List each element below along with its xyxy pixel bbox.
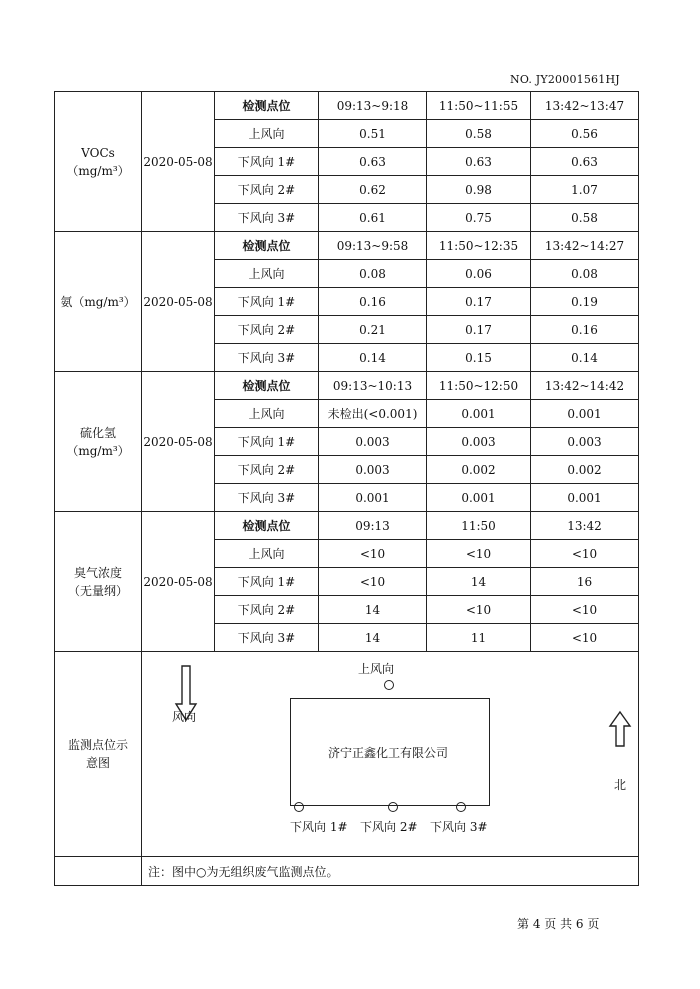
value-cell: 0.16 <box>531 316 639 344</box>
time-range-cell: 09:13 <box>319 512 427 540</box>
table-body <box>55 92 639 652</box>
value-cell: 0.17 <box>427 316 531 344</box>
value-cell: 0.14 <box>319 344 427 372</box>
table-row <box>55 232 639 260</box>
company-name: 济宁正鑫化工有限公司 <box>328 746 449 760</box>
value-cell: <10 <box>531 540 639 568</box>
value-cell: 0.002 <box>531 456 639 484</box>
value-cell: 0.56 <box>531 120 639 148</box>
value-cell: <10 <box>319 540 427 568</box>
upwind-label: 上风向 <box>358 662 395 676</box>
parameter-cell <box>55 232 142 372</box>
value-cell: 14 <box>319 596 427 624</box>
value-cell: 0.63 <box>319 148 427 176</box>
parameter-name: 氨（mg/m³） <box>60 294 136 309</box>
point-cell: 上风向 <box>215 540 319 568</box>
downwind-1-label: 下风向 1# <box>290 820 348 834</box>
value-cell: <10 <box>531 596 639 624</box>
north-label: 北 <box>614 778 627 792</box>
value-cell: 0.001 <box>531 484 639 512</box>
point-cell: 下风向 2# <box>215 176 319 204</box>
upwind-point-icon <box>384 680 394 690</box>
point-cell: 下风向 3# <box>215 344 319 372</box>
map-label: 监测点位示意图 <box>68 738 129 770</box>
time-range-cell: 11:50 <box>427 512 531 540</box>
value-cell: 14 <box>319 624 427 652</box>
value-cell: 0.98 <box>427 176 531 204</box>
value-cell: 0.58 <box>531 204 639 232</box>
parameter-cell <box>55 512 142 652</box>
value-cell: 1.07 <box>531 176 639 204</box>
value-cell: 0.75 <box>427 204 531 232</box>
site-map <box>142 652 638 856</box>
value-cell: 0.08 <box>531 260 639 288</box>
point-cell: 检测点位 <box>215 372 319 400</box>
point-cell: 上风向 <box>215 120 319 148</box>
parameter-cell <box>55 92 142 232</box>
point-cell: 下风向 1# <box>215 428 319 456</box>
point-cell: 检测点位 <box>215 92 319 120</box>
value-cell: 0.62 <box>319 176 427 204</box>
value-cell: 0.58 <box>427 120 531 148</box>
point-cell: 下风向 2# <box>215 596 319 624</box>
table-row <box>55 512 639 540</box>
time-range-cell: 13:42 <box>531 512 639 540</box>
date-cell: 2020-05-08 <box>142 372 215 512</box>
value-cell: 14 <box>427 568 531 596</box>
parameter-unit: （无量纲） <box>67 583 128 598</box>
value-cell: 0.14 <box>531 344 639 372</box>
value-cell: 0.63 <box>427 148 531 176</box>
time-range-cell: 11:50~11:55 <box>427 92 531 120</box>
time-range-cell: 09:13~10:13 <box>319 372 427 400</box>
date-cell: 2020-05-08 <box>142 92 215 232</box>
value-cell: 16 <box>531 568 639 596</box>
value-cell: 0.06 <box>427 260 531 288</box>
table-row <box>55 372 639 400</box>
value-cell: 0.16 <box>319 288 427 316</box>
value-cell: 0.08 <box>319 260 427 288</box>
value-cell: 0.17 <box>427 288 531 316</box>
date-cell: 2020-05-08 <box>142 512 215 652</box>
point-cell: 检测点位 <box>215 512 319 540</box>
point-cell: 下风向 1# <box>215 148 319 176</box>
wind-direction-label: 风向 <box>172 710 197 724</box>
downwind-3-label: 下风向 3# <box>430 820 488 834</box>
value-cell: 0.001 <box>427 400 531 428</box>
north-arrow-icon <box>608 710 632 750</box>
parameter-name: 硫化氢 <box>79 425 116 440</box>
value-cell: 11 <box>427 624 531 652</box>
value-cell: 0.63 <box>531 148 639 176</box>
value-cell: 0.19 <box>531 288 639 316</box>
value-cell: 0.61 <box>319 204 427 232</box>
value-cell: 0.51 <box>319 120 427 148</box>
parameter-unit: （mg/m³） <box>66 443 130 458</box>
downwind-point-3-icon <box>456 802 466 812</box>
time-range-cell: 11:50~12:50 <box>427 372 531 400</box>
time-range-cell: 13:42~13:47 <box>531 92 639 120</box>
value-cell: 0.21 <box>319 316 427 344</box>
map-label-cell <box>55 652 142 857</box>
value-cell: 0.002 <box>427 456 531 484</box>
value-cell: 未检出(<0.001) <box>319 400 427 428</box>
monitoring-results-table <box>54 91 639 886</box>
point-cell: 下风向 3# <box>215 624 319 652</box>
point-cell: 下风向 1# <box>215 568 319 596</box>
parameter-cell <box>55 372 142 512</box>
value-cell: 0.003 <box>319 428 427 456</box>
time-range-cell: 11:50~12:35 <box>427 232 531 260</box>
value-cell: 0.003 <box>319 456 427 484</box>
point-cell: 下风向 1# <box>215 288 319 316</box>
value-cell: 0.003 <box>427 428 531 456</box>
time-range-cell: 13:42~14:42 <box>531 372 639 400</box>
parameter-name: VOCs <box>81 145 115 160</box>
table-row <box>55 92 639 120</box>
note-blank-cell <box>55 857 142 886</box>
value-cell: 0.003 <box>531 428 639 456</box>
point-cell: 检测点位 <box>215 232 319 260</box>
point-cell: 上风向 <box>215 400 319 428</box>
map-cell <box>142 652 639 857</box>
value-cell: 0.15 <box>427 344 531 372</box>
value-cell: 0.001 <box>531 400 639 428</box>
note: 注：图中○为无组织废气监测点位。 <box>142 857 639 886</box>
value-cell: <10 <box>427 596 531 624</box>
date-cell: 2020-05-08 <box>142 232 215 372</box>
point-cell: 下风向 3# <box>215 204 319 232</box>
downwind-point-2-icon <box>388 802 398 812</box>
time-range-cell: 13:42~14:27 <box>531 232 639 260</box>
value-cell: 0.001 <box>319 484 427 512</box>
page-footer: 第 4 页 共 6 页 <box>517 917 600 931</box>
value-cell: <10 <box>319 568 427 596</box>
point-cell: 下风向 3# <box>215 484 319 512</box>
downwind-2-label: 下风向 2# <box>360 820 418 834</box>
point-cell: 下风向 2# <box>215 456 319 484</box>
point-cell: 下风向 2# <box>215 316 319 344</box>
point-cell: 上风向 <box>215 260 319 288</box>
time-range-cell: 09:13~9:18 <box>319 92 427 120</box>
document-number: NO. JY20001561HJ <box>510 73 620 86</box>
value-cell: 0.001 <box>427 484 531 512</box>
time-range-cell: 09:13~9:58 <box>319 232 427 260</box>
downwind-point-1-icon <box>294 802 304 812</box>
value-cell: <10 <box>531 624 639 652</box>
parameter-name: 臭气浓度 <box>73 565 122 580</box>
value-cell: <10 <box>427 540 531 568</box>
parameter-unit: （mg/m³） <box>66 163 130 178</box>
